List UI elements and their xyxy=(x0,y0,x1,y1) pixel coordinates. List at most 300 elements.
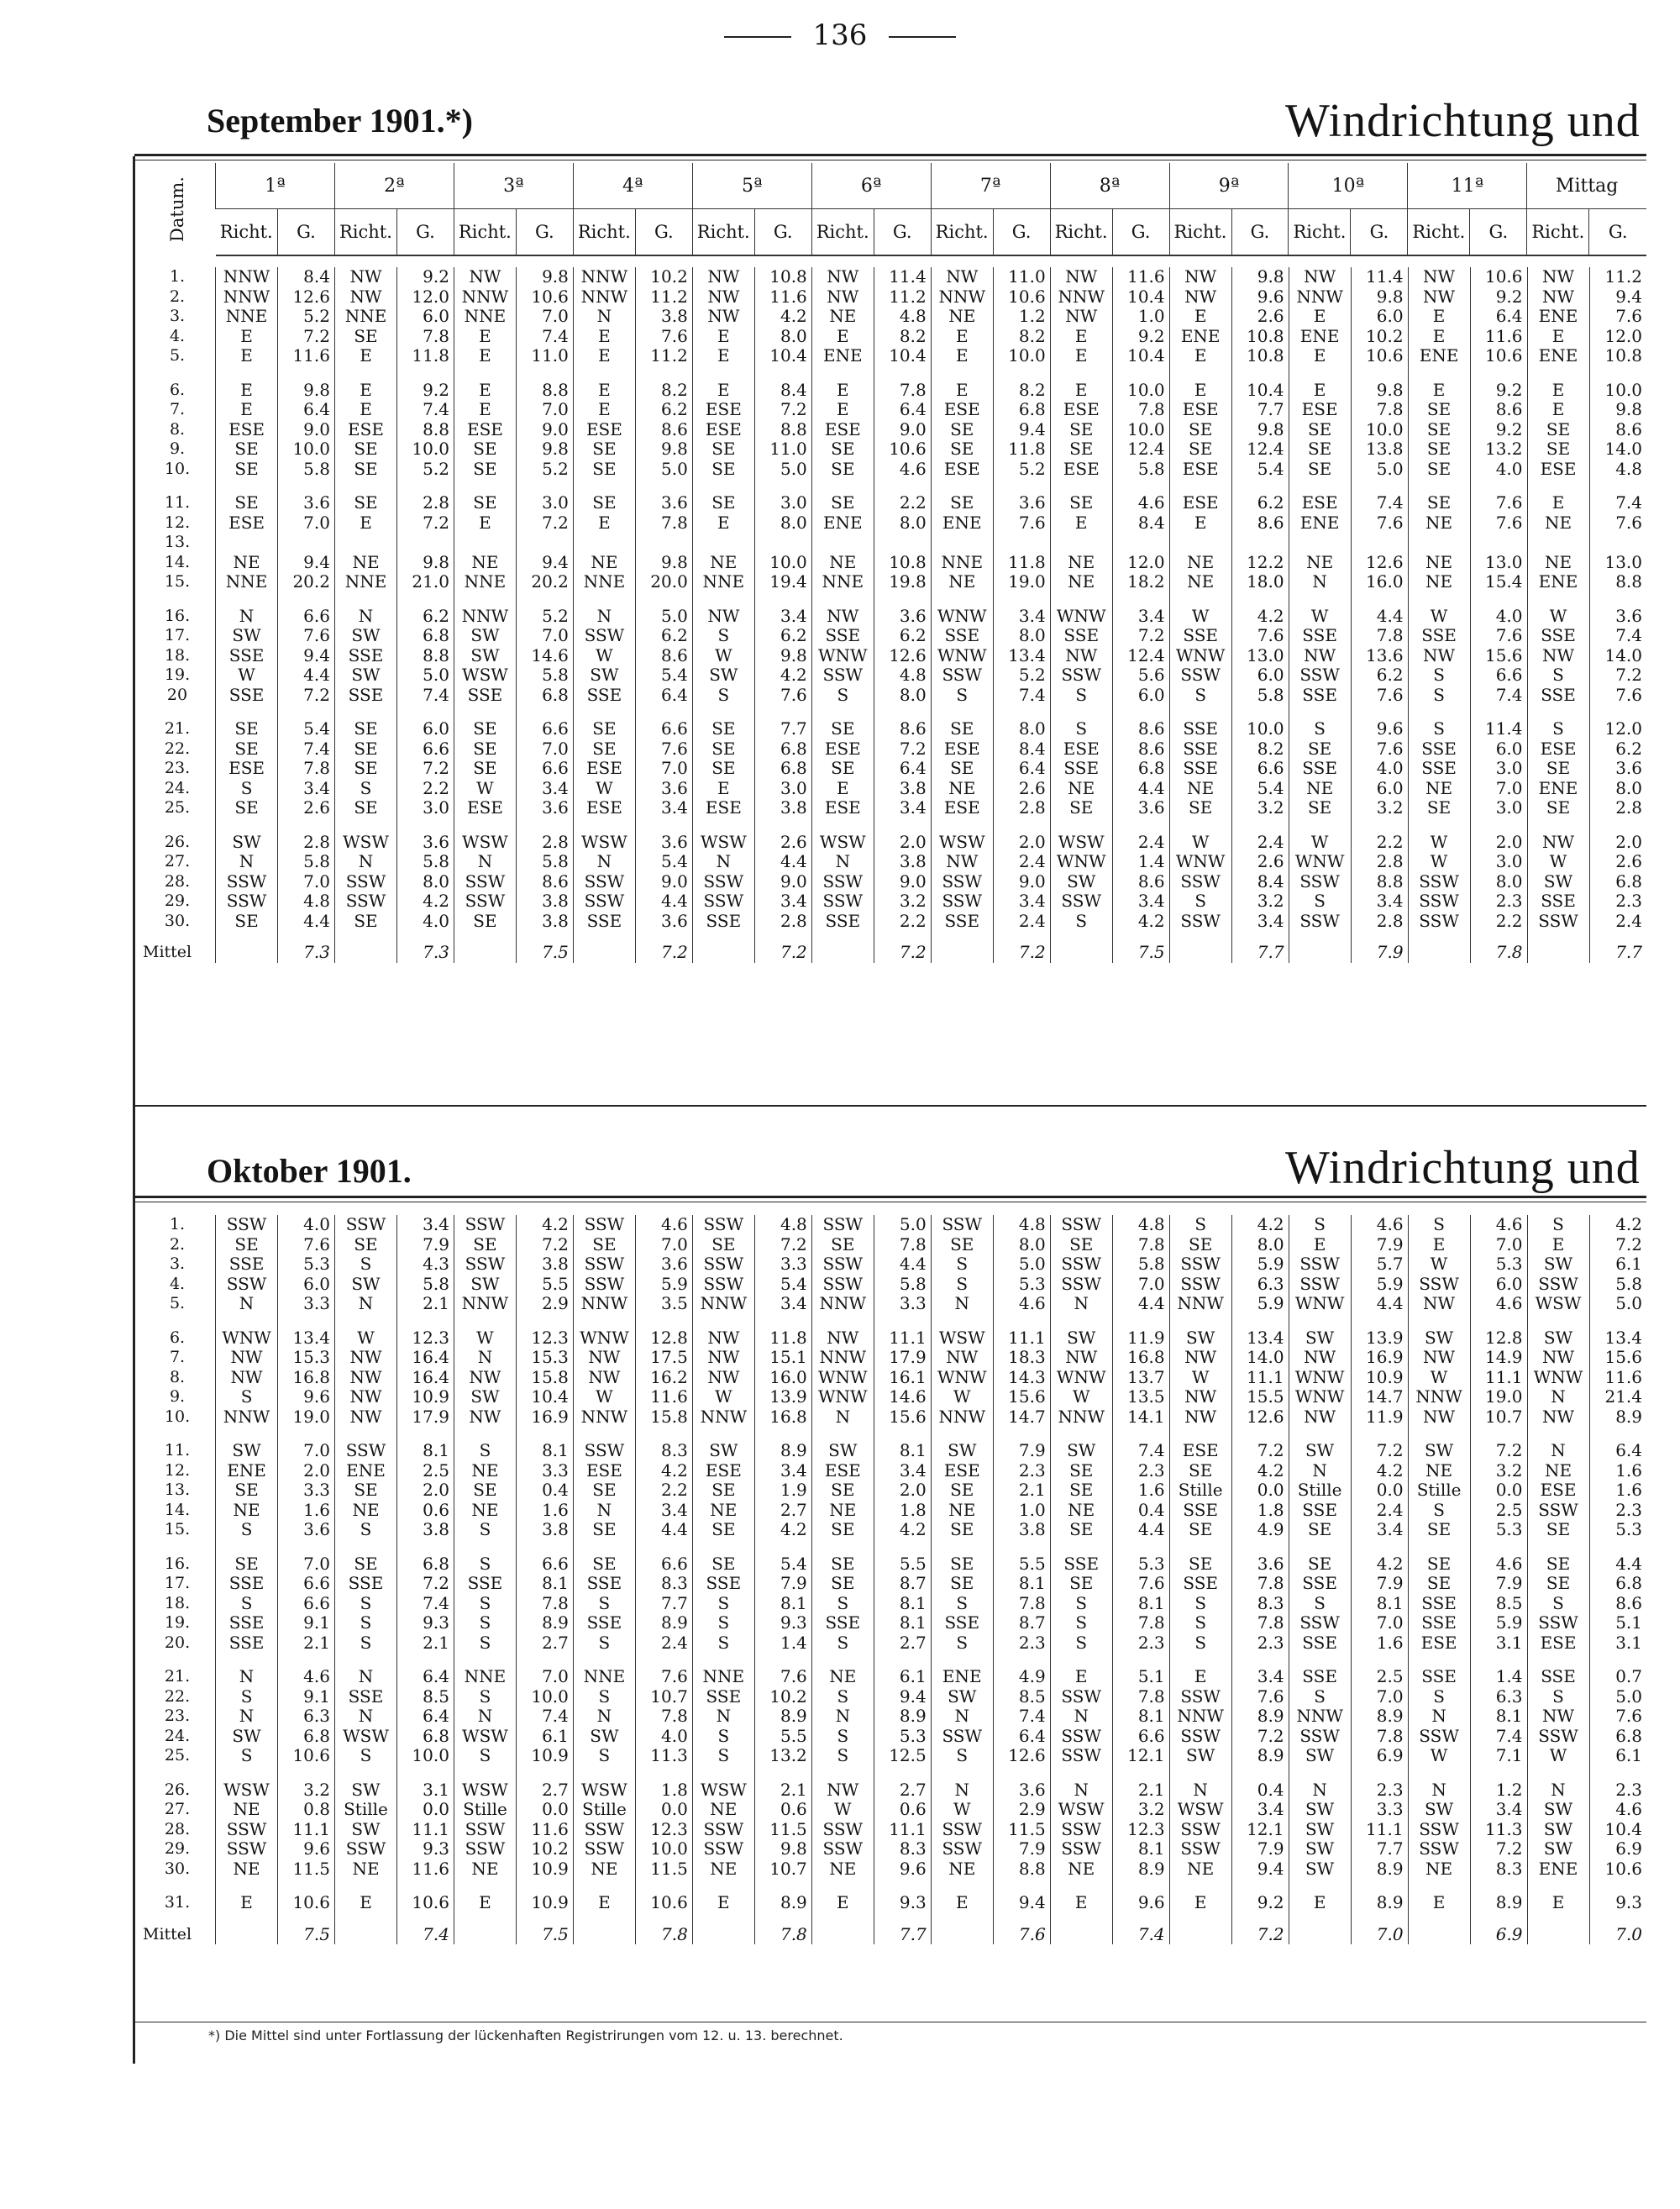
speed-cell: 2.3 xyxy=(1470,891,1527,912)
direction-cell: SSE xyxy=(692,912,754,932)
speed-cell: 10.0 xyxy=(1231,705,1289,739)
direction-cell: SE xyxy=(1408,439,1470,460)
direction-cell: SSW xyxy=(454,891,516,912)
speed-cell: 20.2 xyxy=(516,572,573,592)
speed-cell: 10.7 xyxy=(635,1687,692,1707)
table-row xyxy=(139,1687,1646,1707)
direction-cell: NW xyxy=(334,267,396,287)
speed-cell: 4.2 xyxy=(1231,1461,1289,1481)
speed-cell: 11.1 xyxy=(1470,1368,1527,1388)
speed-cell: 9.0 xyxy=(754,872,811,892)
direction-cell: WNW xyxy=(1050,1368,1112,1388)
speed-cell: 7.4 xyxy=(1589,626,1646,646)
speed-cell: 8.1 xyxy=(516,1574,573,1594)
direction-cell: NNW xyxy=(454,1294,516,1314)
speed-cell: 8.1 xyxy=(1470,1707,1527,1727)
date-cell: 24. xyxy=(164,778,191,797)
speed-cell: 8.8 xyxy=(1589,572,1646,592)
page-number: 136 xyxy=(672,18,1008,52)
speed-cell: 3.4 xyxy=(993,891,1050,912)
speed-cell: 4.2 xyxy=(1351,1540,1408,1575)
speed-cell: 1.9 xyxy=(754,1481,811,1501)
direction-cell: WNW xyxy=(573,1314,635,1349)
direction-cell: S xyxy=(931,1254,993,1275)
speed-cell: 12.3 xyxy=(516,1314,573,1349)
speed-cell: 8.5 xyxy=(993,1687,1050,1707)
direction-cell: NW xyxy=(811,267,874,287)
direction-cell: ESE xyxy=(454,420,516,440)
direction-cell: WNW xyxy=(1527,1368,1589,1388)
speed-cell xyxy=(516,533,573,553)
speed-cell: 13.9 xyxy=(1351,1314,1408,1349)
speed-cell: 3.8 xyxy=(516,891,573,912)
speed-cell: 16.9 xyxy=(1351,1348,1408,1368)
speed-cell: 3.6 xyxy=(993,1766,1050,1801)
speed-cell: 7.6 xyxy=(635,1653,692,1687)
direction-cell: NW xyxy=(1408,646,1470,666)
speed-cell: 7.0 xyxy=(516,400,573,420)
direction-cell: SW xyxy=(454,626,516,646)
mittel-value: 7.9 xyxy=(1351,931,1408,963)
speed-header: G. xyxy=(874,209,931,256)
direction-cell: NNE xyxy=(334,307,396,327)
direction-cell: SSE xyxy=(1050,626,1112,646)
direction-cell: S xyxy=(1050,1613,1112,1633)
direction-cell: ENE xyxy=(811,513,874,534)
datum-header xyxy=(139,163,216,255)
direction-cell: S xyxy=(1169,1613,1231,1633)
direction-cell: NW xyxy=(1408,287,1470,308)
speed-cell: 10.9 xyxy=(1351,1368,1408,1388)
empty-cell xyxy=(1527,931,1589,963)
direction-cell: SE xyxy=(811,1520,874,1540)
direction-cell: S xyxy=(931,1275,993,1295)
direction-cell: SE xyxy=(334,1235,396,1255)
direction-cell: SSW xyxy=(692,1275,754,1295)
speed-cell: 9.0 xyxy=(993,872,1050,892)
direction-cell: N xyxy=(216,1294,278,1314)
mittel-value: 7.8 xyxy=(1470,931,1527,963)
richt-header: Richt. xyxy=(216,209,278,256)
table-row xyxy=(139,872,1646,892)
speed-cell: 8.8 xyxy=(1351,872,1408,892)
direction-cell: SSW xyxy=(1169,1727,1231,1747)
speed-cell: 6.3 xyxy=(1231,1275,1289,1295)
direction-cell: S xyxy=(1169,891,1231,912)
direction-cell: NW xyxy=(1169,1387,1231,1407)
direction-cell: ESE xyxy=(216,759,278,779)
speed-cell: 13.4 xyxy=(1231,1314,1289,1349)
speed-cell: 3.6 xyxy=(1112,798,1169,818)
speed-cell: 2.7 xyxy=(874,1633,931,1654)
speed-cell: 7.6 xyxy=(278,626,335,646)
speed-cell: 9.6 xyxy=(874,1859,931,1880)
direction-cell: E xyxy=(931,346,993,366)
direction-cell: E xyxy=(811,1879,874,1913)
speed-cell: 16.8 xyxy=(754,1407,811,1428)
direction-cell: W xyxy=(931,1800,993,1820)
direction-cell: E xyxy=(1050,513,1112,534)
date-cell: 7. xyxy=(169,1348,186,1366)
speed-cell: 11.8 xyxy=(754,1314,811,1349)
direction-cell: SE xyxy=(692,1481,754,1501)
date-cell: 27. xyxy=(164,1800,191,1818)
speed-cell: 7.2 xyxy=(516,1235,573,1255)
direction-cell: SE xyxy=(692,460,754,480)
direction-cell: NE xyxy=(692,1800,754,1820)
direction-cell: N xyxy=(931,1294,993,1314)
speed-header: G. xyxy=(635,209,692,256)
speed-cell: 10.9 xyxy=(516,1859,573,1880)
direction-cell: Stille xyxy=(454,1800,516,1820)
table-row xyxy=(139,1235,1646,1255)
direction-cell: ESE xyxy=(1169,400,1231,420)
direction-cell: N xyxy=(1050,1707,1112,1727)
speed-cell: 8.9 xyxy=(516,1613,573,1633)
speed-cell: 6.8 xyxy=(397,1727,454,1747)
direction-cell: SE xyxy=(1527,798,1589,818)
direction-cell: SSE xyxy=(1289,686,1351,706)
speed-cell: 8.8 xyxy=(397,420,454,440)
direction-cell: S xyxy=(454,1613,516,1633)
speed-cell: 4.8 xyxy=(1112,1215,1169,1235)
speed-cell: 14.7 xyxy=(1351,1387,1408,1407)
direction-cell: W xyxy=(1408,1254,1470,1275)
direction-cell: NW xyxy=(1527,1348,1589,1368)
date-cell: 28. xyxy=(164,1819,191,1838)
speed-cell: 10.7 xyxy=(1470,1407,1527,1428)
direction-cell: S xyxy=(573,1594,635,1614)
speed-cell: 5.4 xyxy=(635,665,692,686)
direction-cell: SE xyxy=(216,479,278,513)
direction-cell: NW xyxy=(1050,646,1112,666)
speed-cell: 9.2 xyxy=(397,366,454,401)
direction-cell: NW xyxy=(1289,1348,1351,1368)
speed-cell: 7.4 xyxy=(1470,1727,1527,1747)
direction-cell: S xyxy=(454,1427,516,1461)
speed-cell: 8.0 xyxy=(874,686,931,706)
direction-cell: SSW xyxy=(931,1820,993,1840)
richt-header: Richt. xyxy=(1169,209,1231,256)
direction-cell: SSW xyxy=(1050,665,1112,686)
speed-cell: 6.6 xyxy=(516,1540,573,1575)
empty-cell xyxy=(334,1913,396,1945)
direction-cell: SE xyxy=(454,705,516,739)
speed-cell: 7.4 xyxy=(516,1707,573,1727)
direction-cell: ESE xyxy=(931,1461,993,1481)
direction-cell: SSW xyxy=(1408,872,1470,892)
direction-cell: SE xyxy=(454,1481,516,1501)
direction-cell: SSW xyxy=(692,1215,754,1235)
direction-cell: SE xyxy=(216,705,278,739)
date-cell: 20. xyxy=(164,1633,191,1652)
speed-cell: 6.2 xyxy=(1231,479,1289,513)
direction-cell: W xyxy=(1408,852,1470,872)
speed-cell: 10.2 xyxy=(516,1839,573,1859)
speed-cell: 5.2 xyxy=(278,307,335,327)
direction-cell: E xyxy=(573,400,635,420)
speed-cell: 7.2 xyxy=(397,1574,454,1594)
speed-cell: 7.0 xyxy=(1351,1613,1408,1633)
direction-cell: NE xyxy=(931,307,993,327)
speed-cell: 4.4 xyxy=(1112,1520,1169,1540)
direction-cell: E xyxy=(692,513,754,534)
direction-cell: S xyxy=(1408,665,1470,686)
direction-cell: WSW xyxy=(811,818,874,853)
direction-cell: NW xyxy=(692,1314,754,1349)
speed-cell: 6.4 xyxy=(397,1653,454,1687)
direction-cell: S xyxy=(1289,705,1351,739)
speed-cell: 8.0 xyxy=(993,1235,1050,1255)
speed-cell: 2.2 xyxy=(874,479,931,513)
speed-cell: 2.6 xyxy=(1231,307,1289,327)
speed-cell: 3.4 xyxy=(754,891,811,912)
direction-cell: NNW xyxy=(931,287,993,308)
speed-cell: 7.4 xyxy=(278,739,335,760)
direction-cell: N xyxy=(573,307,635,327)
direction-cell: NNE xyxy=(454,307,516,327)
speed-cell: 3.6 xyxy=(1589,759,1646,779)
direction-cell: SE xyxy=(1169,1540,1231,1575)
direction-cell: E xyxy=(1527,1235,1589,1255)
direction-cell: NE xyxy=(1408,1461,1470,1481)
speed-cell: 7.2 xyxy=(1231,1427,1289,1461)
speed-cell: 19.0 xyxy=(993,572,1050,592)
speed-cell: 4.6 xyxy=(1112,479,1169,513)
direction-cell: SW xyxy=(1289,1746,1351,1766)
speed-cell: 5.9 xyxy=(635,1275,692,1295)
speed-cell: 6.6 xyxy=(1231,759,1289,779)
direction-cell: ENE xyxy=(1289,327,1351,347)
speed-cell: 3.0 xyxy=(397,798,454,818)
direction-cell: S xyxy=(1527,705,1589,739)
speed-cell: 2.4 xyxy=(1112,818,1169,853)
speed-cell: 4.9 xyxy=(1231,1520,1289,1540)
october-top-rule xyxy=(134,1196,1646,1198)
table-row xyxy=(139,779,1646,799)
speed-cell: 8.0 xyxy=(993,705,1050,739)
direction-cell: SE xyxy=(1169,420,1231,440)
speed-cell: 5.2 xyxy=(993,665,1050,686)
speed-cell: 5.5 xyxy=(516,1275,573,1295)
speed-cell: 2.2 xyxy=(1351,818,1408,853)
direction-cell: E xyxy=(334,366,396,401)
speed-cell: 14.6 xyxy=(516,646,573,666)
speed-cell: 3.2 xyxy=(278,1766,335,1801)
date-cell: 21. xyxy=(164,1667,191,1686)
direction-cell: WSW xyxy=(931,1314,993,1349)
direction-cell: S xyxy=(1169,686,1231,706)
speed-cell: 2.8 xyxy=(1351,912,1408,932)
speed-cell xyxy=(1470,533,1527,553)
direction-cell: SW xyxy=(1289,1800,1351,1820)
speed-cell: 13.7 xyxy=(1112,1368,1169,1388)
direction-cell: NNE xyxy=(573,572,635,592)
speed-cell: 10.4 xyxy=(516,1387,573,1407)
speed-cell: 10.2 xyxy=(635,267,692,287)
speed-cell: 8.1 xyxy=(874,1427,931,1461)
richt-header: Richt. xyxy=(573,209,635,256)
direction-cell: SE xyxy=(931,1235,993,1255)
empty-cell xyxy=(454,1913,516,1945)
speed-cell: 10.4 xyxy=(754,346,811,366)
speed-cell: 3.8 xyxy=(516,1520,573,1540)
speed-cell: 7.4 xyxy=(1470,686,1527,706)
date-cell: 10. xyxy=(164,1407,191,1426)
date-cell: 29. xyxy=(164,891,191,910)
speed-cell: 9.3 xyxy=(1589,1879,1646,1913)
speed-cell: 3.0 xyxy=(1470,759,1527,779)
date-cell: 23. xyxy=(164,759,191,777)
mittel-value: 7.0 xyxy=(1351,1913,1408,1945)
speed-cell: 7.8 xyxy=(874,366,931,401)
richt-header: Richt. xyxy=(692,209,754,256)
direction-cell: SE xyxy=(811,1235,874,1255)
date-cell: 28. xyxy=(164,871,191,891)
speed-cell: 3.4 xyxy=(1351,1520,1408,1540)
speed-cell: 9.8 xyxy=(1351,287,1408,308)
direction-cell: Stille xyxy=(1408,1481,1470,1501)
direction-cell: SW xyxy=(692,1427,754,1461)
table-row xyxy=(139,665,1646,686)
speed-cell: 7.9 xyxy=(754,1574,811,1594)
speed-cell: 9.6 xyxy=(278,1387,335,1407)
direction-cell: SE xyxy=(573,439,635,460)
table-row xyxy=(139,739,1646,760)
speed-cell: 2.6 xyxy=(278,798,335,818)
speed-cell: 11.8 xyxy=(397,346,454,366)
date-cell: 22. xyxy=(164,739,191,758)
direction-cell: SSE xyxy=(1289,626,1351,646)
speed-cell: 9.3 xyxy=(754,1613,811,1633)
speed-cell: 2.7 xyxy=(516,1766,573,1801)
speed-cell: 19.4 xyxy=(754,572,811,592)
speed-cell: 7.6 xyxy=(1589,307,1646,327)
direction-cell: NNW xyxy=(216,1407,278,1428)
date-cell: 21. xyxy=(164,719,191,738)
speed-cell: 4.8 xyxy=(993,1215,1050,1235)
speed-cell: 5.4 xyxy=(1231,460,1289,480)
hour-header: 9ª xyxy=(1169,163,1289,209)
table-row xyxy=(139,1613,1646,1633)
direction-cell: SSW xyxy=(1169,1820,1231,1840)
direction-cell: E xyxy=(811,327,874,347)
direction-cell: WNW xyxy=(1289,1368,1351,1388)
speed-cell: 11.3 xyxy=(635,1746,692,1766)
speed-cell: 6.0 xyxy=(1112,686,1169,706)
speed-cell: 14.0 xyxy=(1589,646,1646,666)
direction-cell: N xyxy=(334,1653,396,1687)
direction-cell: E xyxy=(1050,327,1112,347)
speed-cell: 10.0 xyxy=(1112,420,1169,440)
direction-cell: SE xyxy=(334,705,396,739)
speed-cell: 6.0 xyxy=(397,307,454,327)
speed-cell: 9.8 xyxy=(754,1839,811,1859)
direction-cell: Stille xyxy=(334,1800,396,1820)
speed-cell: 7.8 xyxy=(1112,1687,1169,1707)
speed-cell: 3.4 xyxy=(1470,1800,1527,1820)
direction-cell: WNW xyxy=(1050,592,1112,627)
direction-cell: NE xyxy=(454,553,516,573)
speed-cell: 10.0 xyxy=(278,439,335,460)
direction-cell: W xyxy=(1050,1387,1112,1407)
direction-cell: N xyxy=(573,852,635,872)
date-cell: 22. xyxy=(164,1686,191,1706)
direction-cell: E xyxy=(1169,1653,1231,1687)
direction-cell: NNW xyxy=(811,1348,874,1368)
speed-cell: 6.2 xyxy=(754,626,811,646)
direction-cell: N xyxy=(811,1707,874,1727)
direction-cell: SE xyxy=(811,479,874,513)
direction-cell: NE xyxy=(1050,1859,1112,1880)
speed-cell: 7.6 xyxy=(1112,1574,1169,1594)
mittel-value: 7.5 xyxy=(1112,931,1169,963)
date-cell: 4. xyxy=(169,326,186,345)
speed-cell: 5.9 xyxy=(1470,1613,1527,1633)
direction-cell: N xyxy=(216,1707,278,1727)
speed-cell: 15.4 xyxy=(1470,572,1527,592)
direction-cell: SW xyxy=(216,818,278,853)
speed-cell: 4.2 xyxy=(754,1520,811,1540)
direction-cell: SE xyxy=(1169,1235,1231,1255)
direction-cell: SSE xyxy=(1408,1613,1470,1633)
speed-cell: 9.6 xyxy=(278,1839,335,1859)
direction-cell: S xyxy=(692,1633,754,1654)
direction-cell: NW xyxy=(931,1348,993,1368)
direction-cell: ESE xyxy=(931,460,993,480)
speed-cell: 7.9 xyxy=(993,1839,1050,1859)
direction-cell: NE xyxy=(1050,1501,1112,1521)
speed-cell: 7.0 xyxy=(516,307,573,327)
mittel-value: 6.9 xyxy=(1470,1913,1527,1945)
direction-cell: S xyxy=(1408,705,1470,739)
direction-cell: N xyxy=(334,1294,396,1314)
speed-cell: 8.9 xyxy=(1351,1879,1408,1913)
speed-cell: 5.8 xyxy=(1589,1275,1646,1295)
speed-cell: 12.6 xyxy=(993,1746,1050,1766)
speed-cell: 5.8 xyxy=(1112,460,1169,480)
direction-cell: SE xyxy=(1169,439,1231,460)
table-row xyxy=(139,1574,1646,1594)
speed-cell: 12.6 xyxy=(278,287,335,308)
speed-cell: 5.8 xyxy=(1231,686,1289,706)
direction-cell: E xyxy=(931,1879,993,1913)
direction-cell: E xyxy=(454,327,516,347)
speed-cell: 8.1 xyxy=(397,1427,454,1461)
direction-cell: E xyxy=(454,1879,516,1913)
direction-cell: SW xyxy=(1050,1427,1112,1461)
table-row xyxy=(139,1707,1646,1727)
direction-cell: SSE xyxy=(1289,1633,1351,1654)
direction-cell: SW xyxy=(573,665,635,686)
speed-cell: 7.0 xyxy=(516,626,573,646)
date-cell: 13. xyxy=(164,533,191,551)
direction-cell: E xyxy=(1050,346,1112,366)
direction-cell: SE xyxy=(454,912,516,932)
direction-cell: SE xyxy=(931,1520,993,1540)
speed-cell: 10.4 xyxy=(1112,287,1169,308)
direction-cell: SE xyxy=(334,739,396,760)
direction-cell: SE xyxy=(454,460,516,480)
date-cell: 6. xyxy=(169,380,186,399)
speed-cell: 2.1 xyxy=(278,1633,335,1654)
speed-cell: 8.3 xyxy=(874,1839,931,1859)
direction-cell: N xyxy=(573,592,635,627)
speed-cell: 1.8 xyxy=(635,1766,692,1801)
direction-cell: SSE xyxy=(334,646,396,666)
speed-cell: 16.4 xyxy=(397,1348,454,1368)
speed-cell: 11.1 xyxy=(278,1820,335,1840)
